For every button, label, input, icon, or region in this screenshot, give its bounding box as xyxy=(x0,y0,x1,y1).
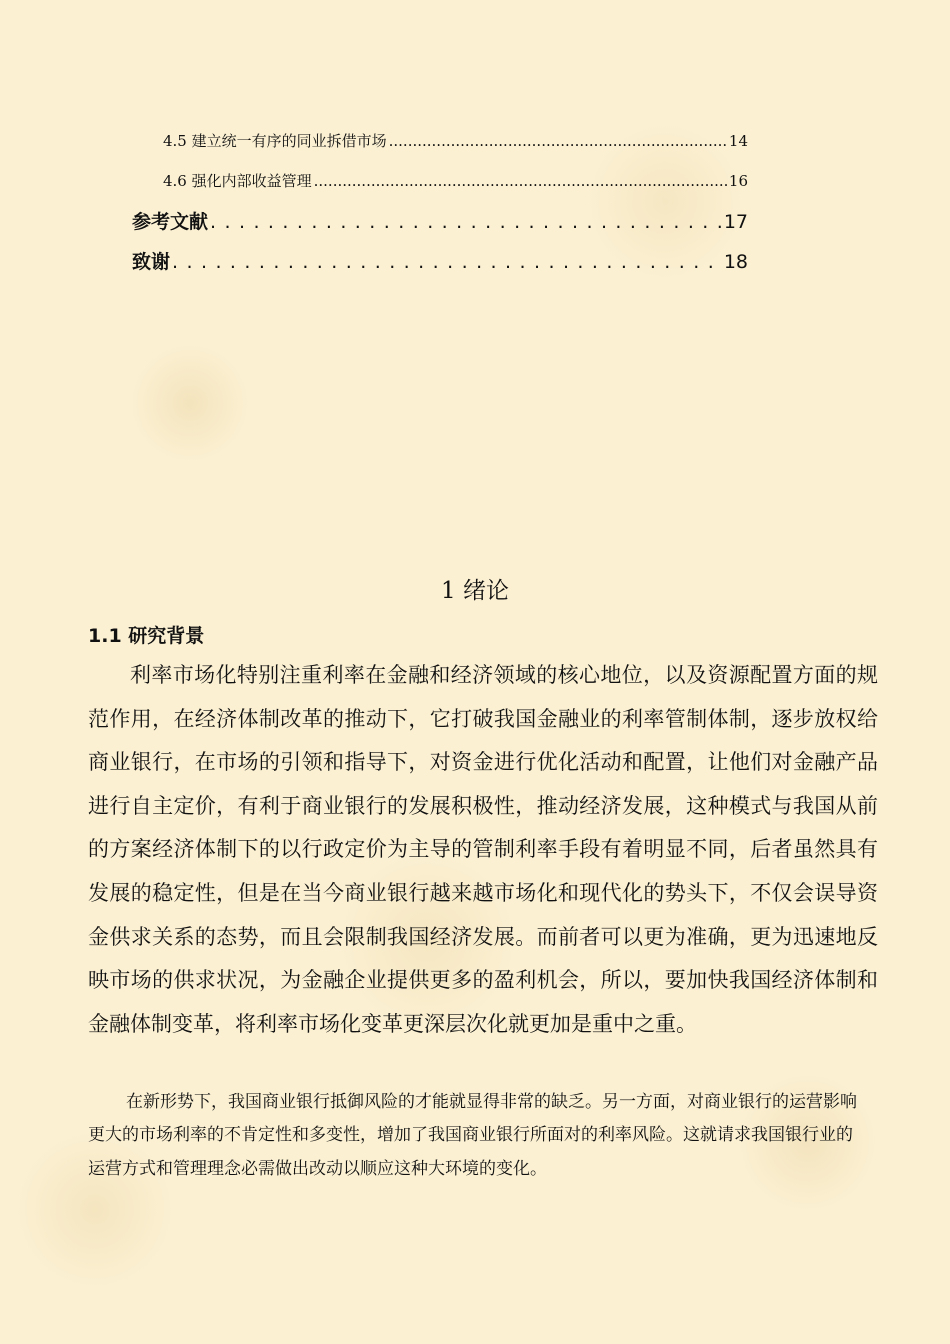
toc-entry[interactable] xyxy=(163,170,748,191)
toc-entry-page: 16 xyxy=(728,172,748,190)
toc-leader xyxy=(172,251,722,273)
toc-entry[interactable] xyxy=(132,247,748,274)
toc-entry-label: 致谢 xyxy=(132,251,171,273)
toc-leader xyxy=(389,132,727,150)
body-paragraph: 利率市场化特别注重利率在金融和经济领域的核心地位，以及资源配置方面的规范作用，在经济体制改革的推动下，它打破我国金融业的利率管制体制，逐步放权给商业银行，在市场的引领和指导下，对资金进行优化活动和配置，让他们对金融产品进行自主定价，有利于商业银行的发展积极性，推动经济发展，这种模式与我国从前的方案经济体制下的以行政定价为主导的管制利率手段有着明显不同，后者虽然具有发展的稳定性，但是在当今商业银行越来越市场化和现代化的势头下，不仅会误导资金供求关系的态势，而且会限制我国经济发展。而前者可以更为准确，更为迅速地反映市场的供求状况，为金融企业提供更多的盈利机会，所以，要加快我国经济体制和金融体制变革，将利率市场化变革更深层次化就更加是重中之重。 xyxy=(88,663,878,1036)
toc-entry-label: 4.6 强化内部收益管理 xyxy=(163,172,312,190)
toc-entry-label: 4.5 建立统一有序的同业拆借市场 xyxy=(163,132,387,150)
toc-entry-page: 18 xyxy=(723,251,748,273)
body-paragraph: 在新形势下，我国商业银行抵御风险的才能就显得非常的缺乏。另一方面，对商业银行的运营影响更大的市场利率的不肯定性和多变性，增加了我国商业银行所面对的利率风险。这就请求我国银行业的运营方式和管理理念必需做出改动以顺应这种大环境的变化。 xyxy=(88,1092,857,1179)
toc-leader xyxy=(314,172,727,190)
toc-entry[interactable] xyxy=(132,207,748,234)
chapter-title: 1 绪论 xyxy=(441,578,509,604)
toc-leader xyxy=(210,211,722,233)
section-heading: 1.1 研究背景 xyxy=(88,625,205,647)
toc-entry-page: 17 xyxy=(723,211,748,233)
toc-entry[interactable] xyxy=(163,130,748,151)
toc-entry-page: 14 xyxy=(728,132,748,150)
toc-entry-label: 参考文献 xyxy=(132,211,209,233)
